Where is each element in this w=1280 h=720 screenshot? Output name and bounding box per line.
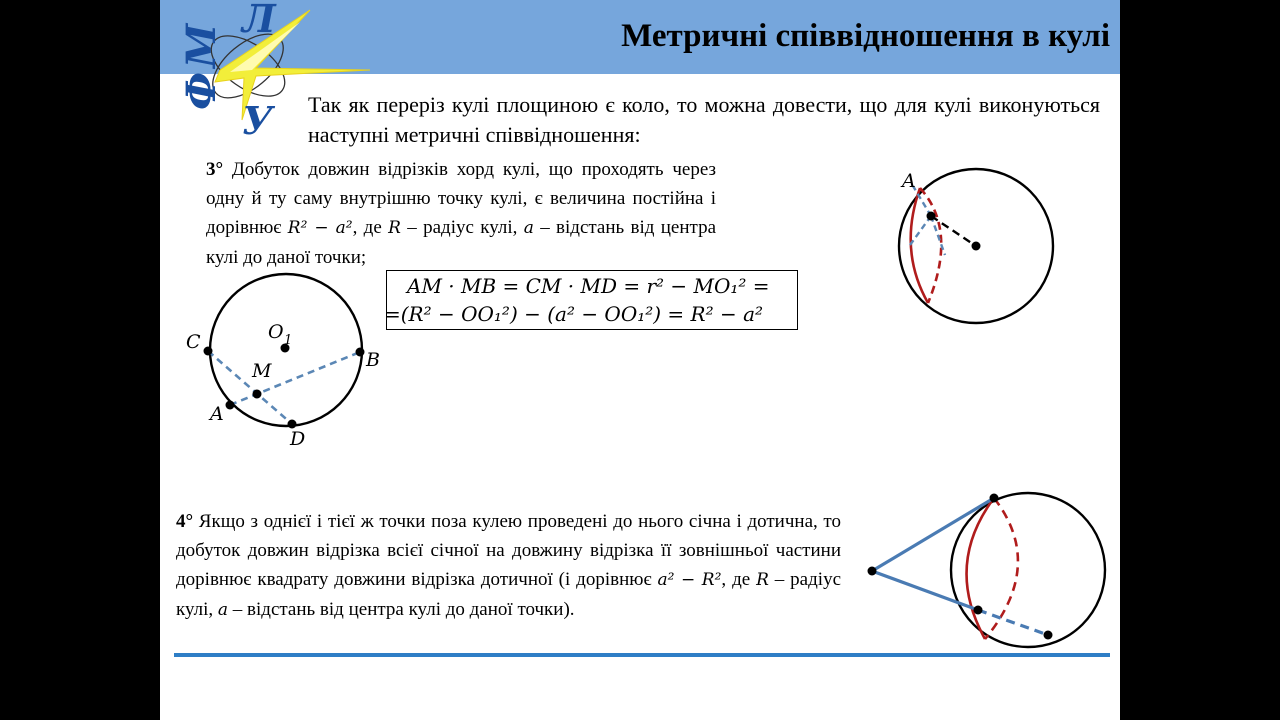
formula-line-1: AM · MB = CM · MD = r² − MO₁² = bbox=[407, 274, 770, 298]
sphere-secant-tangent-diagram bbox=[860, 485, 1110, 655]
slide-title: Метричні співвідношення в кулі bbox=[621, 18, 1110, 54]
label-o: O bbox=[268, 321, 284, 343]
property-3-part2: , де bbox=[352, 217, 389, 238]
point-b bbox=[356, 348, 365, 357]
formula-line-2: =(R² − OO₁²) − (a² − OO₁²) = R² − a² bbox=[384, 302, 764, 326]
logo-letter-m: М bbox=[178, 23, 225, 68]
property-3-math2: R bbox=[388, 218, 401, 238]
bottom-rule bbox=[174, 653, 1110, 657]
secant-far-point bbox=[1044, 631, 1053, 640]
property-4-number: 4° bbox=[176, 511, 194, 532]
slide bbox=[160, 0, 1120, 720]
property-4-math1: a² − R² bbox=[657, 570, 722, 590]
label-o-sub: 1 bbox=[284, 333, 293, 348]
property-4-part4: – відстань від центра кулі до даної точки). bbox=[228, 599, 575, 620]
sphere-label-a: A bbox=[902, 170, 916, 192]
property-3-text bbox=[206, 155, 716, 272]
label-b: B bbox=[366, 349, 380, 371]
label-a: A bbox=[210, 403, 224, 425]
sphere-center bbox=[972, 242, 981, 251]
property-4-part2: , де bbox=[721, 569, 757, 590]
formula-box bbox=[386, 270, 798, 330]
label-m: M bbox=[252, 360, 272, 382]
property-3-number: 3° bbox=[206, 159, 224, 180]
point-m bbox=[253, 390, 262, 399]
label-d: D bbox=[290, 428, 306, 450]
sphere-point-a bbox=[927, 212, 936, 221]
external-point bbox=[868, 567, 877, 576]
point-a bbox=[226, 401, 235, 410]
logo-letter-u: У bbox=[242, 98, 273, 140]
property-4-math3: a bbox=[217, 600, 229, 620]
property-3-math1: R² − a² bbox=[287, 218, 353, 238]
logo-letter-l: Л bbox=[242, 0, 276, 41]
tangent-point bbox=[990, 494, 999, 503]
label-c: C bbox=[186, 331, 201, 353]
secant-near-point bbox=[974, 606, 983, 615]
logo-letter-f: Ф bbox=[178, 72, 225, 110]
property-4-part1: Якщо з однієї і тієї ж точки поза кулею проведені до нього січна і дотична, то добуток довжин відрізка всієї січної на довжину відрізка її зовнішньої частини дорівнює квадрату довжини відрізка дотичної (і дорівнює bbox=[176, 511, 841, 590]
property-4-text bbox=[176, 507, 841, 625]
sphere-chord-diagram bbox=[888, 160, 1068, 330]
property-3-part1: Добуток довжин відрізків хорд кулі, що проходять через одну й ту саму внутрішню точку кулі, є величина постійна і дорівнює bbox=[206, 159, 716, 238]
property-3-math3: a bbox=[523, 218, 534, 238]
intro-text: Так як переріз кулі площиною є коло, то можна довести, що для кулі виконуються наступні метричні співвідношення: bbox=[308, 92, 1100, 147]
property-4-part3: – радіус кулі, bbox=[176, 569, 841, 620]
point-c bbox=[204, 347, 213, 356]
property-3-part4: – відстань від центра кулі до даної точки; bbox=[206, 217, 717, 268]
property-4-math2: R bbox=[756, 570, 769, 590]
property-3-part3: – радіус кулі, bbox=[400, 217, 524, 238]
chord-circle-diagram bbox=[180, 270, 420, 460]
